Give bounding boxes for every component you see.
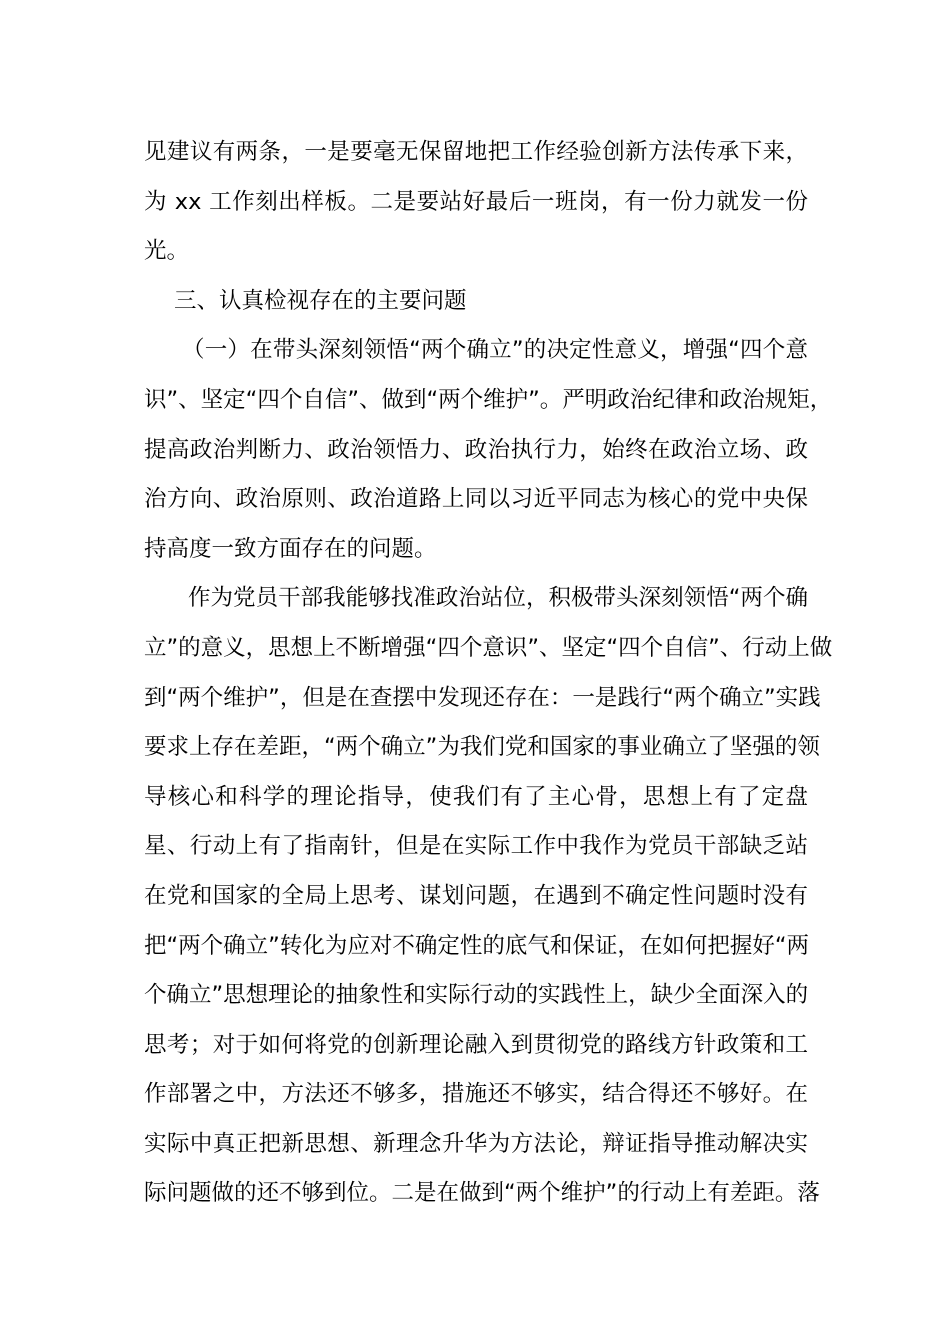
paragraph-line: 导核心和科学的理论指导，使我们有了主心骨，思想上有了定盘 — [144, 783, 808, 810]
paragraph-line: 作为党员干部我能够找准政治站位，积极带头深刻领悟“两个确 — [188, 585, 808, 612]
subsection-heading-line: （一）在带头深刻领悟“两个确立”的决定性意义，增强“四个意 — [182, 337, 808, 364]
paragraph-line: 要求上存在差距，“两个确立”为我们党和国家的事业确立了坚强的领 — [144, 734, 820, 761]
paragraph-line: 为 xx 工作刻出样板。二是要站好最后一班岗，有一份力就发一份 — [144, 188, 808, 215]
paragraph-line: 思考；对于如何将党的创新理论融入到贯彻党的路线方针政策和工 — [144, 1031, 808, 1058]
paragraph-line: 持高度一致方面存在的问题。 — [144, 535, 437, 562]
paragraph-line: 星、行动上有了指南针，但是在实际工作中我作为党员干部缺乏站 — [144, 833, 808, 860]
paragraph-line: 见建议有两条，一是要毫无保留地把工作经验创新方法传承下来， — [144, 139, 808, 165]
paragraph-line: 个确立”思想理论的抽象性和实际行动的实践性上，缺少全面深入的 — [144, 982, 809, 1009]
paragraph-line: 识”、坚定“四个自信”、做到“两个维护”。严明政治纪律和政治规矩， — [144, 386, 833, 413]
paragraph-line: 把“两个确立”转化为应对不确定性的底气和保证，在如何把握好“两 — [144, 932, 809, 959]
paragraph-line: 提高政治判断力、政治领悟力、政治执行力，始终在政治立场、政 — [144, 436, 808, 463]
paragraph-line: 光。 — [144, 238, 190, 265]
paragraph-line: 实际中真正把新思想、新理念升华为方法论，辩证指导推动解决实 — [144, 1130, 808, 1157]
paragraph-line: 在党和国家的全局上思考、谋划问题，在遇到不确定性问题时没有 — [144, 882, 808, 909]
paragraph-line: 际问题做的还不够到位。二是在做到“两个维护”的行动上有差距。落 — [144, 1180, 820, 1207]
paragraph-line: 作部署之中，方法还不够多，措施还不够实，结合得还不够好。在 — [144, 1081, 808, 1108]
paragraph-line: 治方向、政治原则、政治道路上同以习近平同志为核心的党中央保 — [144, 486, 808, 513]
document-body — [144, 128, 833, 1219]
paragraph-line: 到“两个维护”，但是在查摆中发现还存在：一是践行“两个确立”实践 — [144, 684, 821, 711]
paragraph-line: 立”的意义，思想上不断增强“四个意识”、坚定“四个自信”、行动上做 — [144, 634, 833, 661]
section-heading: 三、认真检视存在的主要问题 — [174, 287, 467, 314]
